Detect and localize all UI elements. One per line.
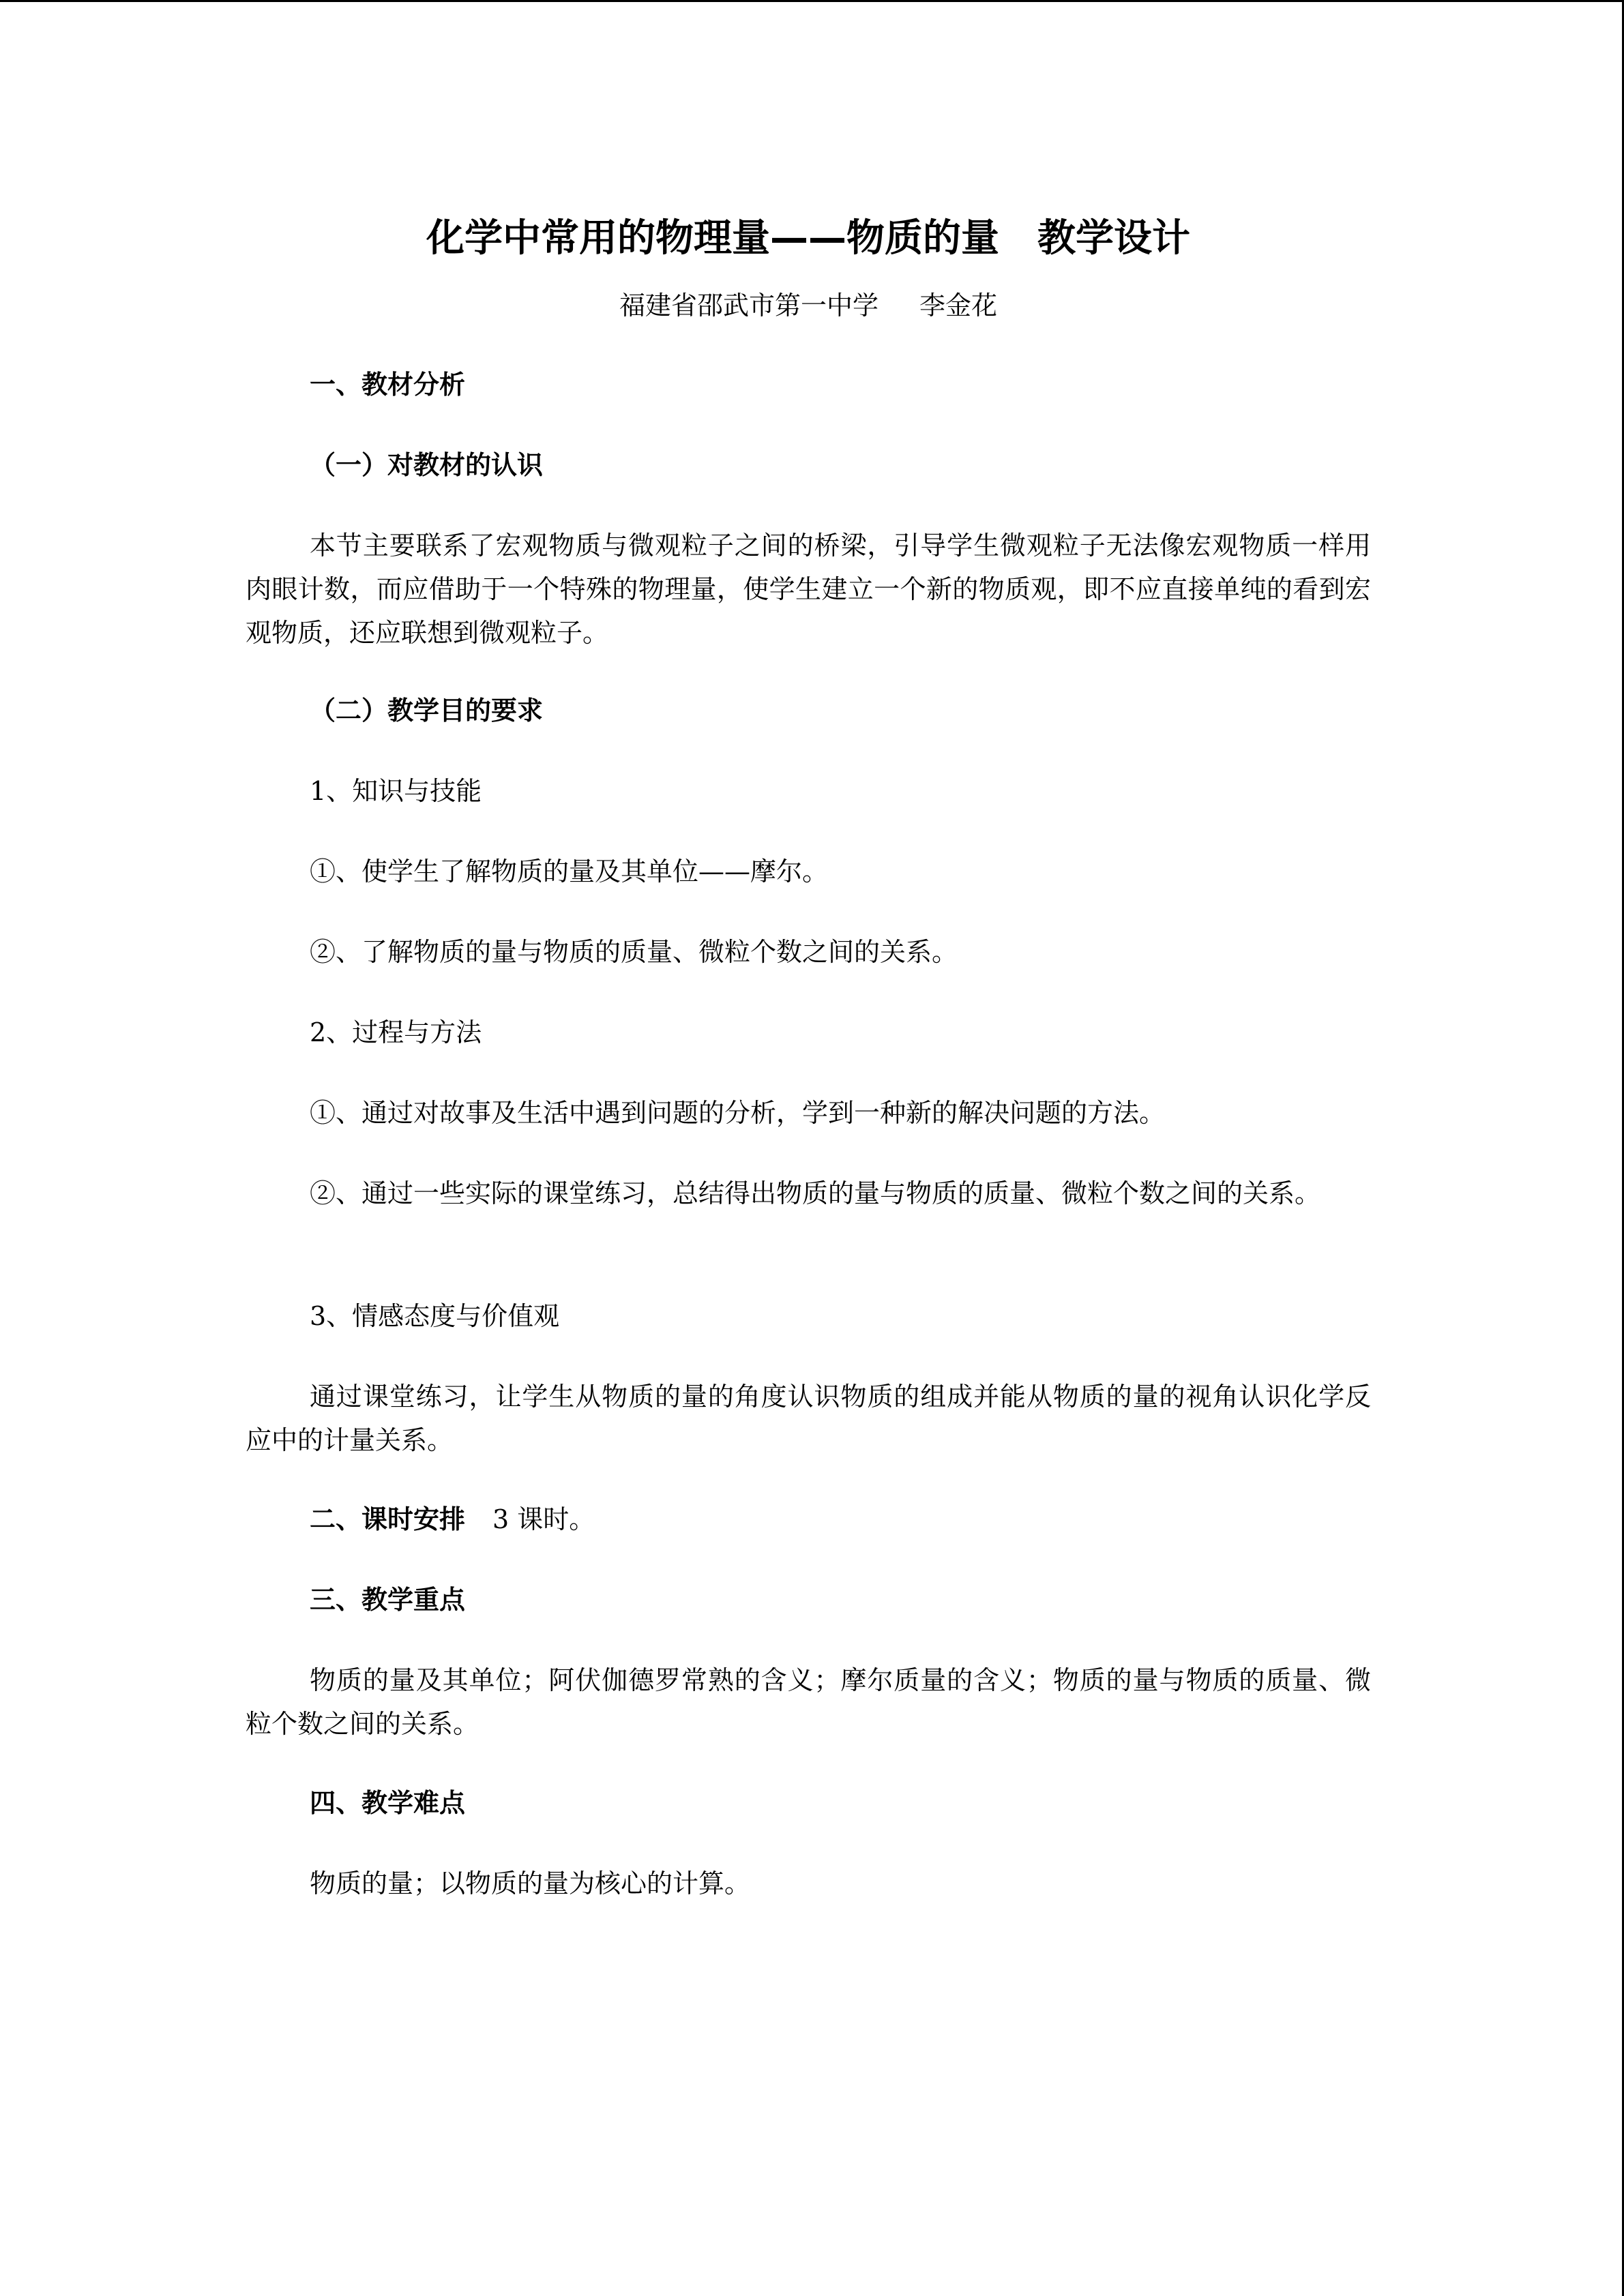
goal-1-heading: 1、知识与技能 bbox=[310, 776, 482, 806]
section-1-1-heading: （一）对教材的认识 bbox=[310, 450, 544, 480]
section-2-line bbox=[246, 1497, 1371, 1541]
document-title: 化学中常用的物理量——物质的量 教学设计 bbox=[426, 216, 1190, 260]
section-4-heading: 四、教学难点 bbox=[310, 1788, 466, 1818]
author-name: 李金花 bbox=[919, 290, 998, 320]
page-border-top bbox=[0, 0, 1624, 2]
author-line bbox=[246, 284, 1371, 327]
goal-1-item-2: ②、了解物质的量与物质的质量、微粒个数之间的关系。 bbox=[310, 937, 958, 967]
goal-3-paragraph: 通过课堂练习，让学生从物质的量的角度认识物质的组成并能从物质的量的视角认识化学反应中的计量关系。 bbox=[246, 1382, 1371, 1455]
section-1-1-paragraph: 本节主要联系了宏观物质与微观粒子之间的桥梁，引导学生微观粒子无法像宏观物质一样用肉眼计数，而应借助于一个特殊的物理量，使学生建立一个新的物质观，即不应直接单纯的看到宏观物质，还应联想到微观粒子。 bbox=[246, 531, 1371, 648]
section-2-value: 3 课时。 bbox=[492, 1504, 595, 1534]
section-3-paragraph: 物质的量及其单位；阿伏伽德罗常熟的含义；摩尔质量的含义；物质的量与物质的质量、微粒个数之间的关系。 bbox=[246, 1665, 1371, 1739]
goal-2-item-2: ②、通过一些实际的课堂练习，总结得出物质的量与物质的质量、微粒个数之间的关系。 bbox=[310, 1178, 1321, 1208]
section-1-heading: 一、教材分析 bbox=[310, 370, 466, 400]
goal-3-heading: 3、情感态度与价值观 bbox=[310, 1301, 560, 1331]
section-4-paragraph: 物质的量；以物质的量为核心的计算。 bbox=[310, 1868, 751, 1898]
section-3-heading: 三、教学重点 bbox=[310, 1585, 466, 1615]
section-1-2-heading: （二）教学目的要求 bbox=[310, 696, 544, 726]
author-school: 福建省邵武市第一中学 bbox=[619, 290, 879, 320]
goal-2-item-1: ①、通过对故事及生活中遇到问题的分析，学到一种新的解决问题的方法。 bbox=[310, 1098, 1166, 1128]
goal-2-heading: 2、过程与方法 bbox=[310, 1017, 482, 1047]
section-2-heading: 二、课时安排 bbox=[310, 1504, 466, 1534]
goal-1-item-1: ①、使学生了解物质的量及其单位——摩尔。 bbox=[310, 856, 829, 886]
